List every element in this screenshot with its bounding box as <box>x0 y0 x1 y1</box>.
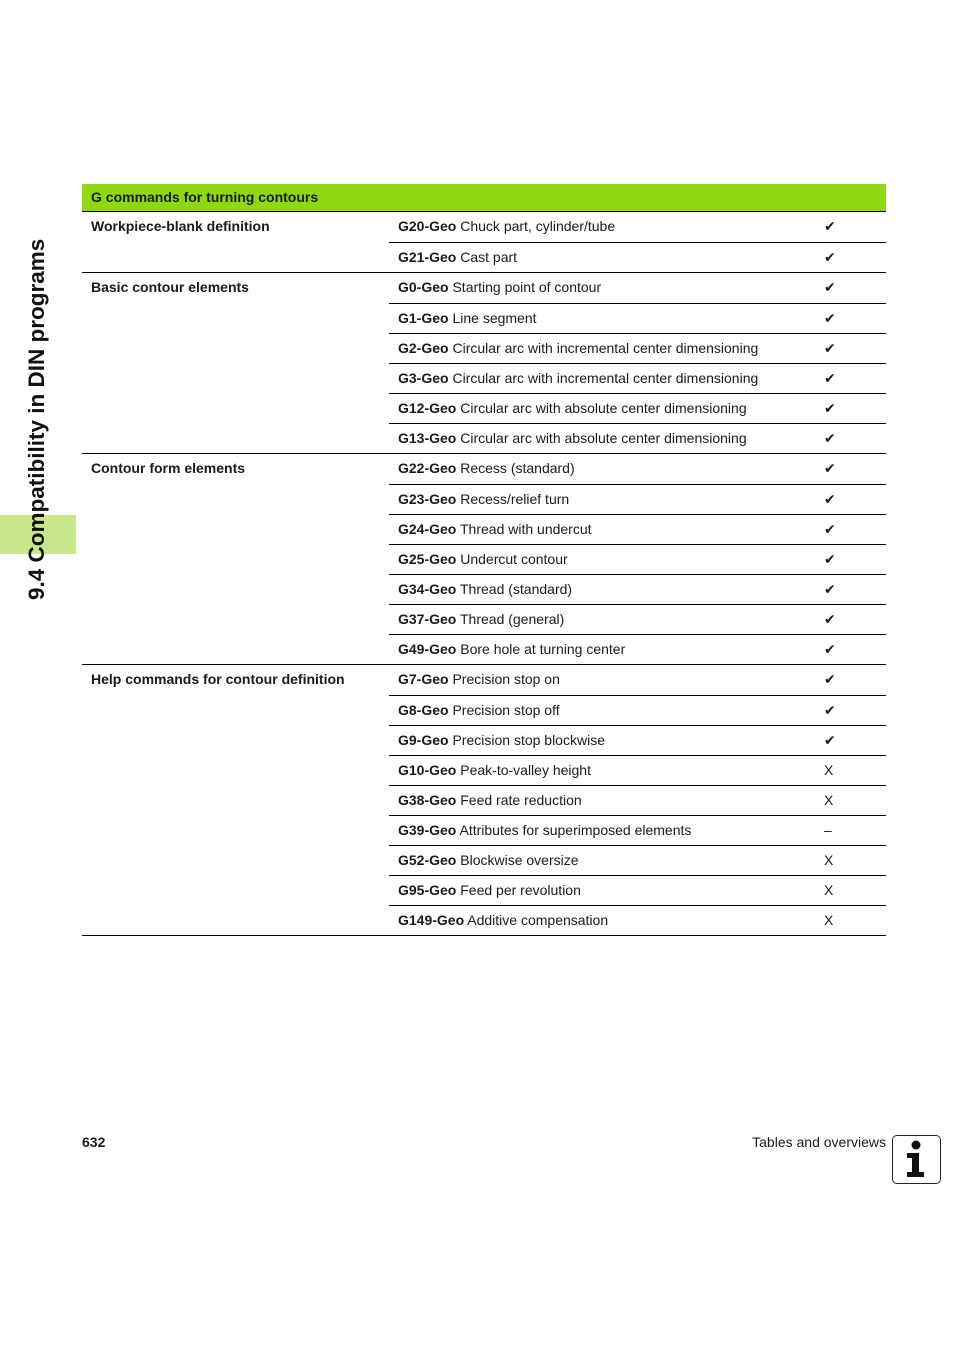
command-description: Blockwise oversize <box>460 852 579 868</box>
command-cell <box>389 515 781 544</box>
command-cell <box>389 906 781 935</box>
command-code: G39-Geo <box>398 822 457 838</box>
command-description: Peak-to-valley height <box>460 762 591 778</box>
command-description: Circular arc with incremental center dimensioning <box>452 340 759 356</box>
support-status: ✔ <box>824 249 836 265</box>
command-description: Circular arc with absolute center dimensioning <box>460 430 747 446</box>
group-label: Contour form elements <box>91 460 246 476</box>
table-row <box>389 604 886 634</box>
table-row <box>389 755 886 785</box>
table-group <box>82 212 886 273</box>
group-rows <box>389 665 886 935</box>
table-row <box>389 845 886 875</box>
command-cell <box>389 575 781 604</box>
command-code: G3-Geo <box>398 370 449 386</box>
g-commands-table <box>82 184 886 936</box>
command-cell <box>389 454 781 484</box>
group-label: Workpiece-blank definition <box>91 218 270 234</box>
table-row <box>389 875 886 905</box>
command-cell <box>389 545 781 574</box>
command-code: G10-Geo <box>398 762 457 778</box>
command-description: Circular arc with absolute center dimensioning <box>460 400 747 416</box>
footer-section-title: Tables and overviews <box>752 1134 886 1150</box>
command-code: G95-Geo <box>398 882 457 898</box>
command-description: Precision stop blockwise <box>452 732 605 748</box>
table-group <box>82 273 886 454</box>
command-code: G12-Geo <box>398 400 457 416</box>
table-header: G commands for turning contours <box>82 184 886 212</box>
command-cell <box>389 665 781 695</box>
command-description: Additive compensation <box>467 912 609 928</box>
support-status: ✔ <box>824 310 836 326</box>
command-description: Feed per revolution <box>460 882 581 898</box>
command-description: Starting point of contour <box>452 279 602 295</box>
support-status: ✔ <box>824 370 836 386</box>
command-code: G1-Geo <box>398 310 449 326</box>
command-description: Recess/relief turn <box>460 491 570 507</box>
command-cell <box>389 424 781 453</box>
group-rows <box>389 454 886 664</box>
support-status: X <box>824 912 834 928</box>
command-cell <box>389 212 781 242</box>
command-code: G23-Geo <box>398 491 457 507</box>
group-rows <box>389 212 886 272</box>
support-status: ✔ <box>824 671 836 687</box>
command-cell <box>389 846 781 875</box>
support-status: ✔ <box>824 460 836 476</box>
command-description: Thread with undercut <box>460 521 592 537</box>
command-description: Thread (standard) <box>460 581 573 597</box>
command-description: Feed rate reduction <box>460 792 582 808</box>
support-status: ✔ <box>824 611 836 627</box>
command-code: G8-Geo <box>398 702 449 718</box>
info-icon <box>892 1135 941 1184</box>
command-cell <box>389 876 781 905</box>
command-cell <box>389 786 781 815</box>
support-status: ✔ <box>824 732 836 748</box>
command-cell <box>389 273 781 303</box>
command-cell <box>389 726 781 755</box>
support-status: ✔ <box>824 641 836 657</box>
command-code: G22-Geo <box>398 460 457 476</box>
support-status: ✔ <box>824 702 836 718</box>
table-row <box>389 905 886 935</box>
group-label: Help commands for contour definition <box>91 671 345 687</box>
support-status: X <box>824 852 834 868</box>
command-cell <box>389 635 781 664</box>
support-status: – <box>824 822 832 838</box>
table-row <box>389 423 886 453</box>
command-code: G149-Geo <box>398 912 465 928</box>
support-status: ✔ <box>824 218 836 234</box>
command-code: G7-Geo <box>398 671 449 687</box>
command-description: Undercut contour <box>460 551 568 567</box>
command-description: Bore hole at turning center <box>460 641 626 657</box>
support-status: X <box>824 882 834 898</box>
command-description: Chuck part, cylinder/tube <box>460 218 616 234</box>
table-row <box>389 363 886 393</box>
table-row <box>389 665 886 695</box>
command-cell <box>389 243 781 272</box>
support-status: X <box>824 792 834 808</box>
table-row <box>389 725 886 755</box>
command-cell <box>389 334 781 363</box>
command-cell <box>389 394 781 423</box>
command-description: Thread (general) <box>460 611 565 627</box>
command-code: G0-Geo <box>398 279 449 295</box>
support-status: ✔ <box>824 400 836 416</box>
table-row <box>389 514 886 544</box>
table-row <box>389 273 886 303</box>
command-code: G20-Geo <box>398 218 457 234</box>
table-row <box>389 785 886 815</box>
table-row <box>389 242 886 272</box>
support-status: ✔ <box>824 521 836 537</box>
command-code: G37-Geo <box>398 611 457 627</box>
command-cell <box>389 816 781 845</box>
command-code: G2-Geo <box>398 340 449 356</box>
command-code: G34-Geo <box>398 581 457 597</box>
support-status: ✔ <box>824 430 836 446</box>
table-row <box>389 574 886 604</box>
command-code: G24-Geo <box>398 521 457 537</box>
command-cell <box>389 756 781 785</box>
command-code: G38-Geo <box>398 792 457 808</box>
support-status: ✔ <box>824 551 836 567</box>
command-description: Precision stop on <box>452 671 560 687</box>
command-description: Circular arc with incremental center dimensioning <box>452 370 759 386</box>
table-row <box>389 454 886 484</box>
command-description: Precision stop off <box>452 702 560 718</box>
table-row <box>389 484 886 514</box>
command-cell <box>389 485 781 514</box>
table-row <box>389 544 886 574</box>
command-code: G9-Geo <box>398 732 449 748</box>
command-cell <box>389 304 781 333</box>
group-label: Basic contour elements <box>91 279 249 295</box>
table-row <box>389 333 886 363</box>
command-code: G49-Geo <box>398 641 457 657</box>
command-description: Recess (standard) <box>460 460 575 476</box>
table-row <box>389 212 886 242</box>
command-code: G21-Geo <box>398 249 457 265</box>
table-row <box>389 815 886 845</box>
table-row <box>389 695 886 725</box>
support-status: ✔ <box>824 491 836 507</box>
table-group <box>82 665 886 936</box>
command-code: G13-Geo <box>398 430 457 446</box>
table-body <box>82 212 886 936</box>
support-status: X <box>824 762 834 778</box>
table-row <box>389 634 886 664</box>
support-status: ✔ <box>824 279 836 295</box>
command-cell <box>389 696 781 725</box>
command-description: Cast part <box>460 249 518 265</box>
command-description: Attributes for superimposed elements <box>459 822 692 838</box>
page-number: 632 <box>82 1134 106 1150</box>
command-code: G25-Geo <box>398 551 457 567</box>
table-row <box>389 393 886 423</box>
command-code: G52-Geo <box>398 852 457 868</box>
table-group <box>82 454 886 665</box>
table-row <box>389 303 886 333</box>
chapter-title: 9.4 Compatibility in DIN programs <box>24 238 49 600</box>
command-description: Line segment <box>452 310 537 326</box>
support-status: ✔ <box>824 340 836 356</box>
command-cell <box>389 364 781 393</box>
support-status: ✔ <box>824 581 836 597</box>
command-cell <box>389 605 781 634</box>
group-rows <box>389 273 886 453</box>
